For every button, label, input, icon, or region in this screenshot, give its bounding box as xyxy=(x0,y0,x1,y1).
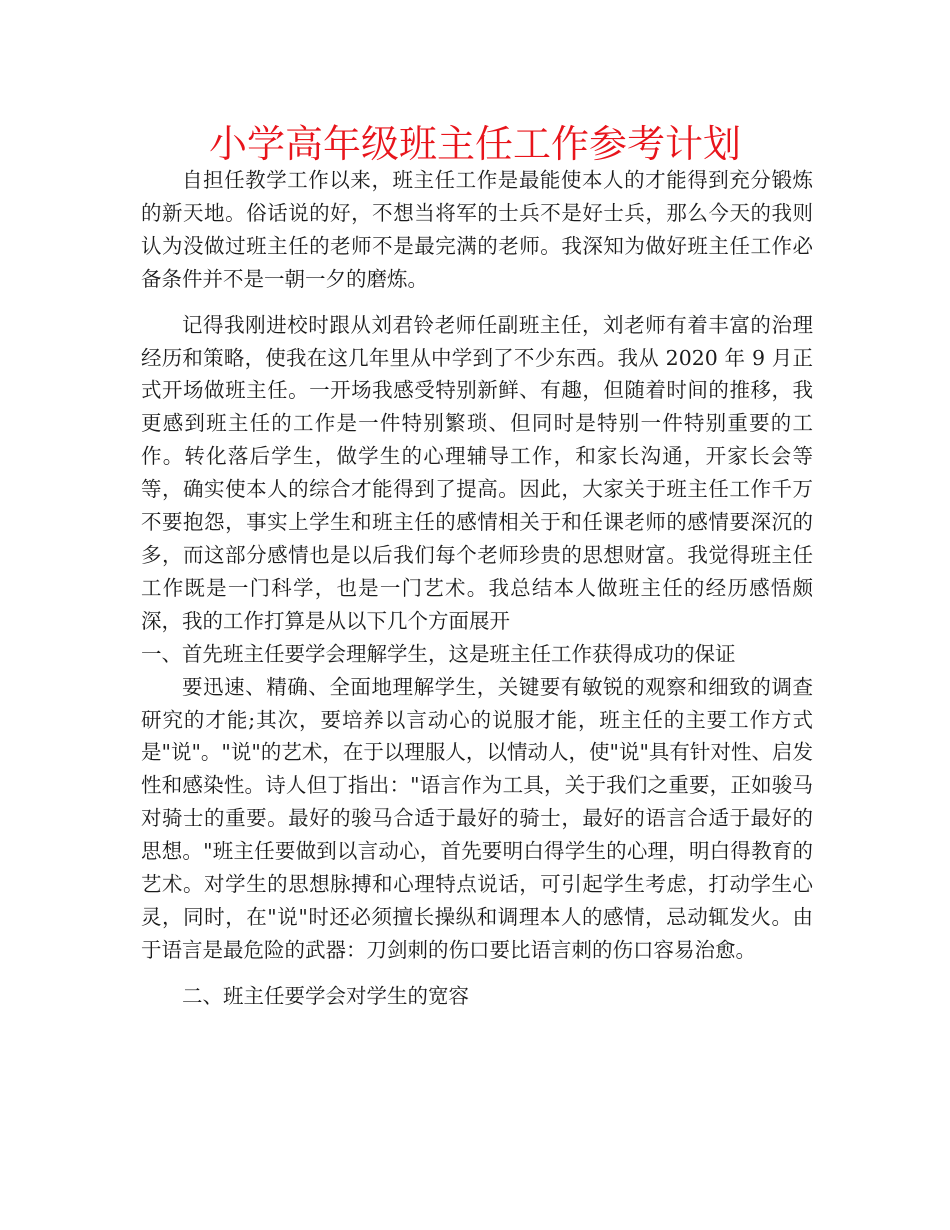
document-title: 小学高年级班主任工作参考计划 xyxy=(208,122,741,166)
paragraph-understanding: 要迅速、精确、全面地理解学生，关键要有敏锐的观察和细致的调查研究的才能;其次，要培养以言动心的说服才能，班主任的主要工作方式是"说"。"说"的艺术，在于以理服人，以情动人，使"说"具有针对性、启发性和感染性。诗人但丁指出："语言作为工具，关于我们之重要，正如骏马对骑士的重要。最好的骏马合适于最好的骑士，最好的语言合适于最好的思想。"班主任要做到以言动心，首先要明白得学生的心理，明白得教育的艺术。对学生的思想脉搏和心理特点说话，可引起学生考虑，打动学生心灵，同时，在"说"时还必须擅长操纵和调理本人的感情，忌动辄发火。由于语言是最危险的武器：刀剑刺的伤口要比语言刺的伤口容易治愈。 xyxy=(141,674,813,962)
section-heading-2: 二、班主任要学会对学生的宽容 xyxy=(182,983,469,1008)
paragraph-experience: 记得我刚进校时跟从刘君铃老师任副班主任，刘老师有着丰富的治理经历和策略，使我在这几年里从中学到了不少东西。我从 2020 年 9 月正式开场做班主任。一开场我感受特别新鲜、有趣，但随着时间的推移，我更感到班主任的工作是一件特别繁琐、但同时是特别一件特别重要的工作。转化落后学生，做学生的心理辅导工作，和家长沟通，开家长会等等，确实使本人的综合才能得到了提高。因此，大家关于班主任工作千万不要抱怨，事实上学生和班主任的感情相关于和任课老师的感情要深沉的多，而这部分感情也是以后我们每个老师珍贵的思想财富。我觉得班主任工作既是一门科学，也是一门艺术。我总结本人做班主任的经历感悟颇深，我的工作打算是从以下几个方面展开 xyxy=(141,312,813,633)
document-body xyxy=(141,164,813,1013)
section-heading-1: 一、首先班主任要学会理解学生，这是班主任工作获得成功的保证 xyxy=(141,641,736,666)
paragraph-intro: 自担任教学工作以来，班主任工作是最能使本人的才能得到充分锻炼的新天地。俗话说的好，不想当将军的士兵不是好士兵，那么今天的我则认为没做过班主任的老师不是最完满的老师。我深知为做好班主任工作必备条件并不是一朝一夕的磨炼。 xyxy=(141,168,813,291)
